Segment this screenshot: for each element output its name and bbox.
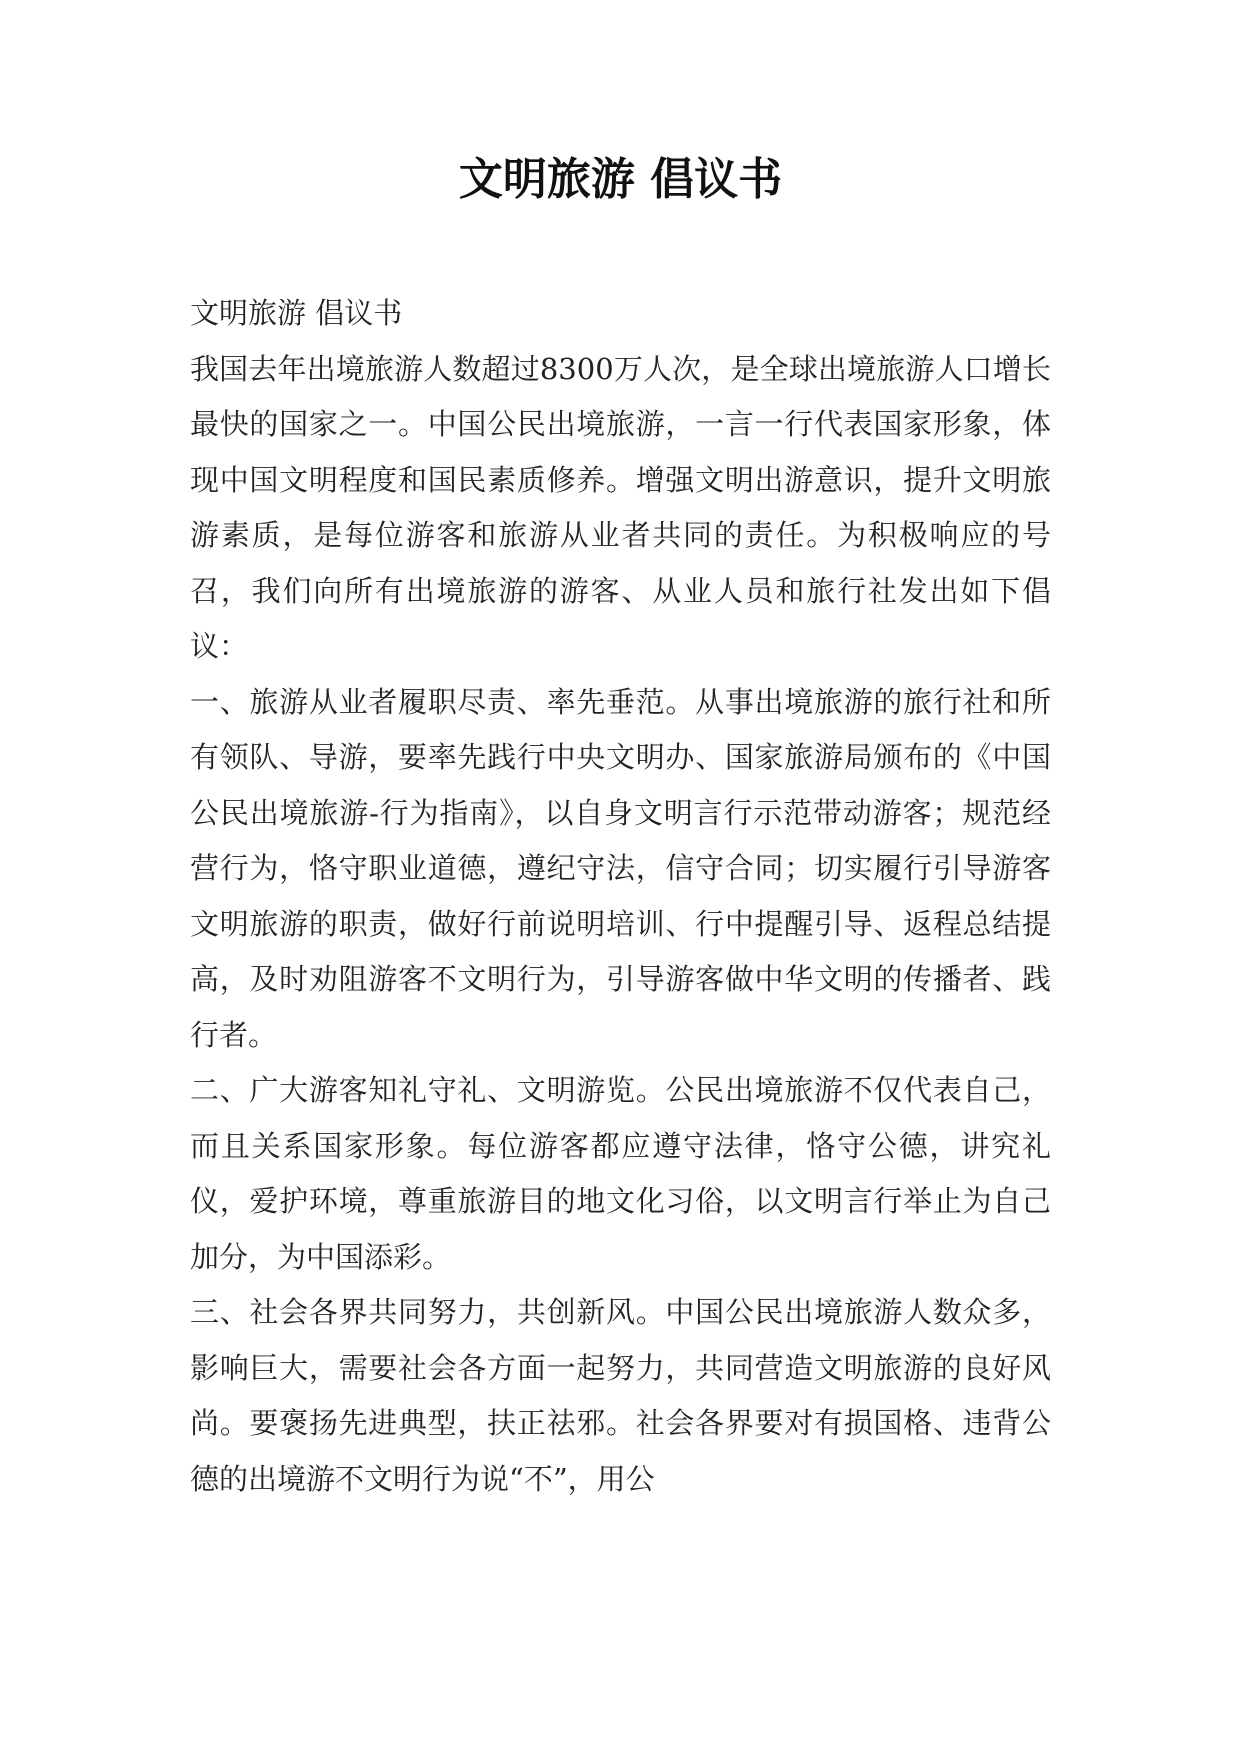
paragraph-point-two: 二、广大游客知礼守礼、文明游览。公民出境旅游不仅代表自己，而且关系国家形象。每位游客都应遵守法律，恪守公德，讲究礼仪，爱护环境，尊重旅游目的地文化习俗，以文明言行举止为自己加分，为中国添彩。 [190,1073,1051,1274]
paragraph-intro: 我国去年出境旅游人数超过8300万人次，是全球出境旅游人口增长最快的国家之一。中国公民出境旅游，一言一行代表国家形象，体现中国文明程度和国民素质修养。增强文明出游意识，提升文明旅游素质，是每位游客和旅游从业者共同的责任。为积极响应的号召，我们向所有出境旅游的游客、从业人员和旅行社发出如下倡议： [190,351,1051,663]
paragraph-point-three: 三、社会各界共同努力，共创新风。中国公民出境旅游人数众多，影响巨大，需要社会各方面一起努力，共同营造文明旅游的良好风尚。要褒扬先进典型，扶正祛邪。社会各界要对有损国格、违背公德的出境游不文明行为说“不”，用公 [190,1295,1051,1496]
paragraph-subtitle: 文明旅游 倡议书 [190,296,403,330]
document-body [190,286,1051,1507]
document-title: 文明旅游 倡议书 [458,154,783,205]
paragraph-point-one: 一、旅游从业者履职尽责、率先垂范。从事出境旅游的旅行社和所有领队、导游，要率先践行中央文明办、国家旅游局颁布的《中国公民出境旅游-行为指南》，以自身文明言行示范带动游客；规范经营行为，恪守职业道德，遵纪守法，信守合同；切实履行引导游客文明旅游的职责，做好行前说明培训、行中提醒引导、返程总结提高，及时劝阻游客不文明行为，引导游客做中华文明的传播者、践行者。 [190,684,1051,1052]
